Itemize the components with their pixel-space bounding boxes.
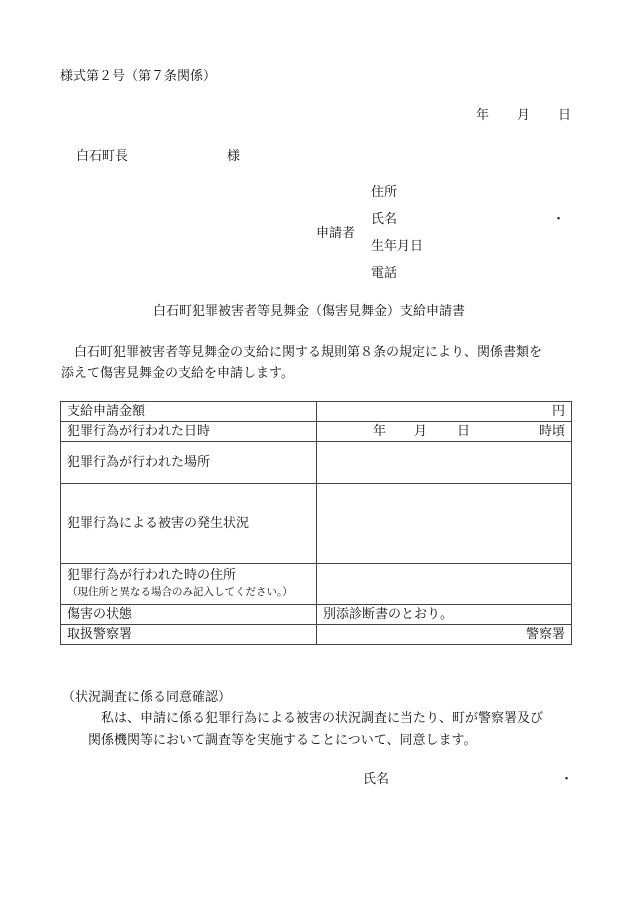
applicant-seal-mark: ・ — [552, 212, 566, 227]
applicant-birthdate-label: 生年月日 — [371, 239, 424, 254]
police-unit: 警察署 — [525, 626, 565, 642]
table-row-place — [61, 442, 572, 484]
place-field[interactable] — [317, 442, 572, 484]
document-title: 白石町犯罪被害者等見舞金（傷害見舞金）支給申請書 — [153, 304, 466, 319]
table-row-damage — [61, 484, 572, 564]
police-label: 取扱警察署 — [61, 625, 317, 645]
place-label: 犯罪行為が行われた場所 — [61, 442, 317, 484]
address-cell — [61, 564, 317, 605]
addressee-name: 白石町長 — [76, 149, 129, 164]
datetime-time: 時頃 — [538, 423, 565, 439]
date-month-label: 月 — [517, 108, 531, 123]
addressee-honorific: 様 — [227, 149, 241, 164]
damage-field[interactable] — [317, 484, 572, 564]
consent-line-1: 私は、申請に係る犯罪行為による被害の状況調査に当たり、町が警察署及び — [101, 711, 544, 726]
datetime-day: 日 — [457, 423, 471, 439]
form-number: 様式第２号（第７条関係） — [60, 69, 217, 84]
address-label: 犯罪行為が行われた時の住所 — [67, 568, 237, 583]
applicant-address-label: 住所 — [371, 185, 398, 200]
amount-field[interactable] — [317, 402, 572, 422]
amount-unit: 円 — [551, 403, 565, 419]
police-field[interactable] — [317, 625, 572, 645]
table-row-police — [61, 625, 572, 645]
applicant-label: 申請者 — [316, 226, 356, 241]
consent-name-label: 氏名 — [363, 772, 390, 787]
datetime-month: 月 — [414, 423, 428, 439]
datetime-label: 犯罪行為が行われた日時 — [61, 422, 317, 442]
consent-heading: （状況調査に係る同意確認） — [62, 690, 232, 705]
body-text-line-1: 白石町犯罪被害者等見舞金の支給に関する規則第８条の規定により、関係書類を — [74, 345, 543, 360]
table-row-injury — [61, 605, 572, 625]
address-field[interactable] — [317, 564, 572, 605]
table-row-address — [61, 564, 572, 605]
datetime-year: 年 — [373, 423, 387, 439]
date-day-label: 日 — [558, 108, 572, 123]
injury-label: 傷害の状態 — [61, 605, 317, 625]
consent-line-2: 関係機関等において調査等を実施することについて、同意します。 — [88, 733, 477, 748]
body-text-line-2: 添えて傷害見舞金の支給を申請します。 — [61, 366, 294, 381]
amount-label: 支給申請金額 — [61, 402, 317, 422]
consent-seal-mark: ・ — [560, 772, 574, 787]
table-row-datetime — [61, 422, 572, 442]
applicant-phone-label: 電話 — [371, 266, 398, 281]
applicant-name-label: 氏名 — [371, 212, 398, 227]
table-row-amount — [61, 402, 572, 422]
application-table — [60, 401, 572, 645]
injury-value: 別添診断書のとおり。 — [317, 605, 572, 625]
datetime-field[interactable] — [317, 422, 572, 442]
date-year-label: 年 — [476, 108, 490, 123]
address-note: （現住所と異なる場合のみ記入してください。） — [67, 586, 293, 598]
damage-label: 犯罪行為による被害の発生状況 — [61, 484, 317, 564]
